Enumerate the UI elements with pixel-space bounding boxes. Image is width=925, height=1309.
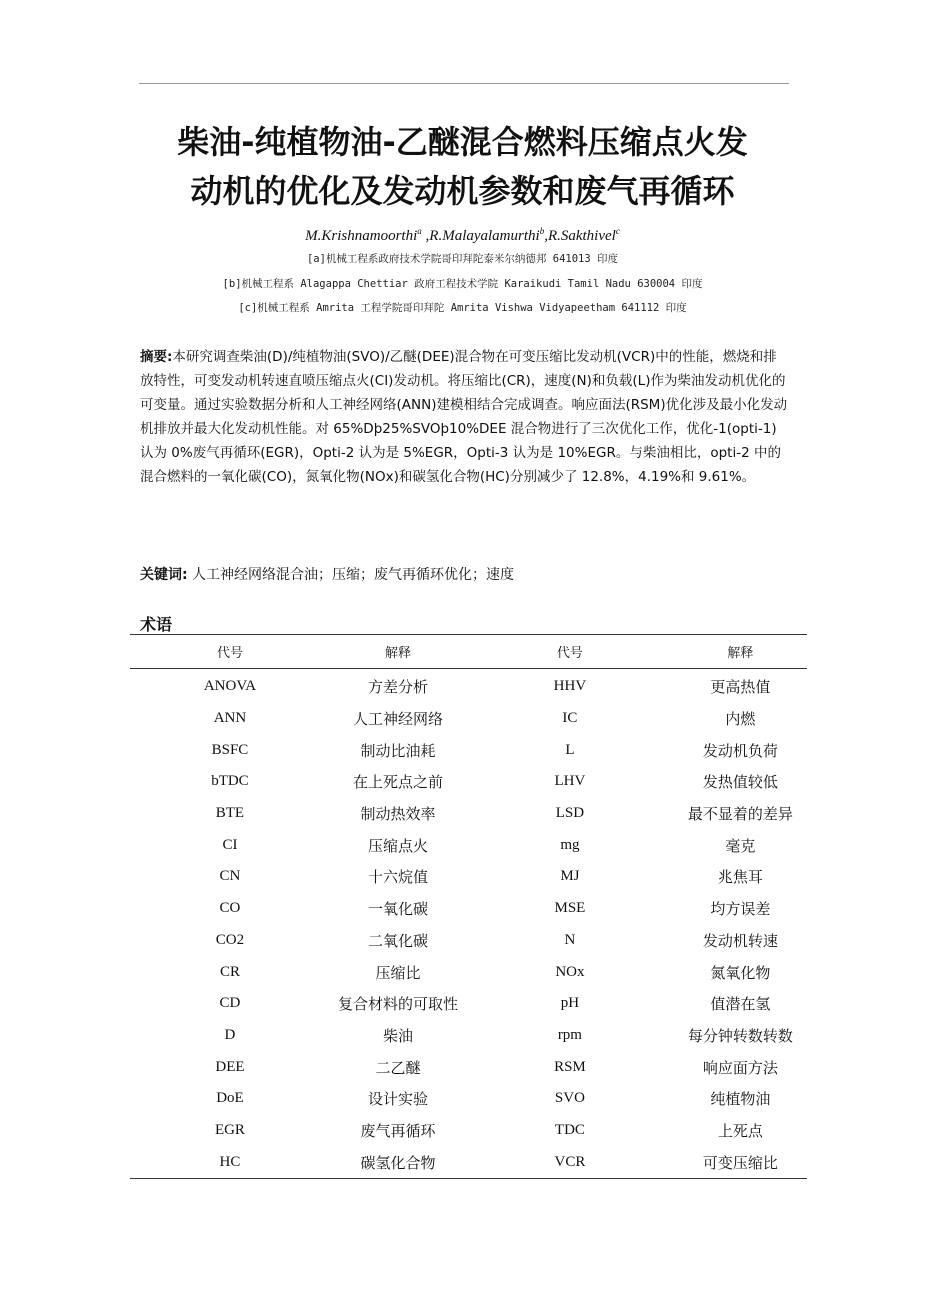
author-list	[0, 226, 925, 245]
abstract	[140, 345, 790, 489]
term-meaning: 内燃	[725, 710, 756, 729]
term-code: mg	[560, 836, 580, 853]
header-meaning-2: 解释	[674, 635, 807, 669]
term-code: LSD	[555, 805, 585, 822]
term-meaning: 发动机转速	[702, 931, 778, 950]
term-meaning: 设计实验	[368, 1090, 429, 1109]
term-meaning: 二乙醚	[375, 1058, 421, 1077]
table-row	[130, 1083, 807, 1115]
term-meaning: 响应面方法	[702, 1058, 778, 1077]
header-code-2: 代号	[466, 635, 674, 669]
term-meaning: 一氧化碳	[368, 900, 429, 919]
author-2-affil-mark: b	[539, 226, 545, 236]
term-code: bTDC	[211, 773, 249, 790]
abstract-label: 摘要:	[140, 349, 173, 365]
term-code: DoE	[216, 1090, 244, 1107]
term-meaning: 可变压缩比	[674, 1146, 807, 1178]
affiliation-b: [b]机械工程系 Alagappa Chettiar 政府工程技术学院 Karaikudi Tamil Nadu 630004 印度	[222, 278, 703, 290]
term-code: TDC	[554, 1121, 585, 1138]
table-row	[130, 703, 807, 735]
paper-title-line-2: 动机的优化及发动机参数和废气再循环	[190, 172, 735, 210]
affiliation-a: [a]机械工程系政府技术学院哥印拜陀泰米尔纳德邦 641013 印度	[306, 253, 619, 265]
term-meaning: 制动热效率	[360, 805, 436, 824]
term-meaning: 兆焦耳	[717, 868, 763, 887]
term-code: MJ	[560, 868, 580, 885]
term-code: RSM	[554, 1058, 586, 1075]
term-meaning: 更高热值	[710, 678, 771, 697]
table-row	[130, 925, 807, 957]
term-code: CN	[219, 868, 241, 885]
table-row	[130, 893, 807, 925]
table-row	[130, 798, 807, 830]
term-code: BTE	[215, 805, 245, 822]
term-code: CI	[222, 836, 238, 853]
term-code: rpm	[557, 1026, 582, 1043]
term-code: NOx	[555, 963, 585, 980]
term-meaning: 每分钟转数转数	[687, 1026, 793, 1045]
term-meaning: 压缩比	[375, 963, 421, 982]
table-row	[130, 766, 807, 798]
term-code: VCR	[466, 1146, 674, 1178]
term-code: HHV	[553, 678, 587, 695]
term-meaning: 毫克	[725, 836, 756, 855]
author-3: ,R.Sakthivel	[544, 228, 616, 244]
term-meaning: 制动比油耗	[360, 741, 436, 760]
term-code: CO2	[215, 931, 245, 948]
affiliation-c: [c]机械工程系 Amrita 工程学院哥印拜陀 Amrita Vishwa Vidyapeetham 641112 印度	[238, 302, 687, 314]
term-meaning: 复合材料的可取性	[338, 995, 459, 1014]
term-meaning: 最不显着的差异	[687, 805, 793, 824]
table-row	[130, 1146, 807, 1178]
term-code: pH	[560, 995, 580, 1012]
term-code: CO	[219, 900, 241, 917]
header-meaning-1: 解释	[330, 635, 466, 669]
table-row	[130, 1020, 807, 1052]
term-meaning: 人工神经网络	[353, 710, 444, 729]
table-header-row	[130, 635, 807, 669]
term-code: SVO	[554, 1090, 585, 1107]
terminology-heading: 术语	[140, 615, 173, 634]
term-meaning: 值潜在氢	[710, 995, 771, 1014]
term-code: CR	[219, 963, 240, 980]
table-row	[130, 734, 807, 766]
term-code: ANN	[213, 710, 247, 727]
term-meaning: 在上死点之前	[353, 773, 444, 792]
term-code: N	[564, 931, 576, 948]
keywords	[140, 564, 790, 584]
term-code: HC	[130, 1146, 330, 1178]
term-code: ANOVA	[203, 678, 257, 695]
terminology-table	[130, 634, 807, 1179]
table-row	[130, 956, 807, 988]
table-row	[130, 829, 807, 861]
term-code: IC	[562, 710, 578, 727]
term-code: DEE	[215, 1058, 245, 1075]
term-code: L	[565, 741, 575, 758]
term-code: BSFC	[211, 741, 249, 758]
term-code: MSE	[554, 900, 586, 917]
author-1-affil-mark: a	[417, 226, 422, 236]
term-meaning: 纯植物油	[710, 1090, 771, 1109]
table-row	[130, 988, 807, 1020]
keywords-label: 关键词:	[140, 567, 188, 583]
table-row	[130, 1115, 807, 1147]
term-meaning: 发热值较低	[702, 773, 778, 792]
author-2: ,R.Malayalamurthi	[421, 228, 540, 244]
term-meaning: 碳氢化合物	[330, 1146, 466, 1178]
header-code-1: 代号	[130, 635, 330, 669]
term-meaning: 上死点	[717, 1121, 763, 1140]
paper-title-line-1: 柴油-纯植物油-乙醚混合燃料压缩点火发	[177, 123, 748, 161]
header-rule	[139, 83, 789, 84]
term-meaning: 柴油	[383, 1026, 414, 1045]
table-row	[130, 861, 807, 893]
keywords-text: 人工神经网络混合油；压缩；废气再循环优化；速度	[187, 567, 515, 583]
terminology-body	[130, 669, 807, 1179]
author-3-affil-mark: c	[615, 226, 620, 236]
term-meaning: 均方误差	[710, 900, 771, 919]
term-meaning: 压缩点火	[368, 836, 429, 855]
term-code: CD	[219, 995, 241, 1012]
term-meaning: 十六烷值	[368, 868, 429, 887]
term-meaning: 氮氧化物	[710, 963, 771, 982]
term-meaning: 二氧化碳	[368, 931, 429, 950]
abstract-text: 本研究调查柴油(D)/纯植物油(SVO)/乙醚(DEE)混合物在可变压缩比发动机(VCR)中的性能，燃烧和排放特性，可变发动机转速直喷压缩点火(CI)发动机。将压缩比(CR)，速度(N)和负载(L)作为柴油发动机优化的可变量。通过实验数据分析和人工神经网络(ANN)建模相结合完成调查。响应面法(RSM)优化涉及最小化发动机排放并最大化发动机性能。对 65%Dþ25%SVOþ10%DEE 混合物进行了三次优化工作，优化-1(opti-1)认为 0%废气再循环(EGR)，Opti-2 认为是 5%EGR，Opti-3 认为是 10%EGR。与柴油相比，opti-2 中的混合燃料的一氧化碳(CO)，氮氧化物(NOx)和碳氢化合物(HC)分别减少了 12.8%，4.19%和 9.61%。	[140, 349, 788, 485]
term-code: D	[224, 1026, 236, 1043]
term-meaning: 发动机负荷	[702, 741, 778, 760]
term-meaning: 方差分析	[368, 678, 429, 697]
term-meaning: 废气再循环	[360, 1121, 436, 1140]
table-row	[130, 669, 807, 703]
term-code: LHV	[554, 773, 586, 790]
table-row	[130, 1051, 807, 1083]
author-1: M.Krishnamoorthi	[305, 228, 418, 244]
term-code: EGR	[214, 1121, 245, 1138]
